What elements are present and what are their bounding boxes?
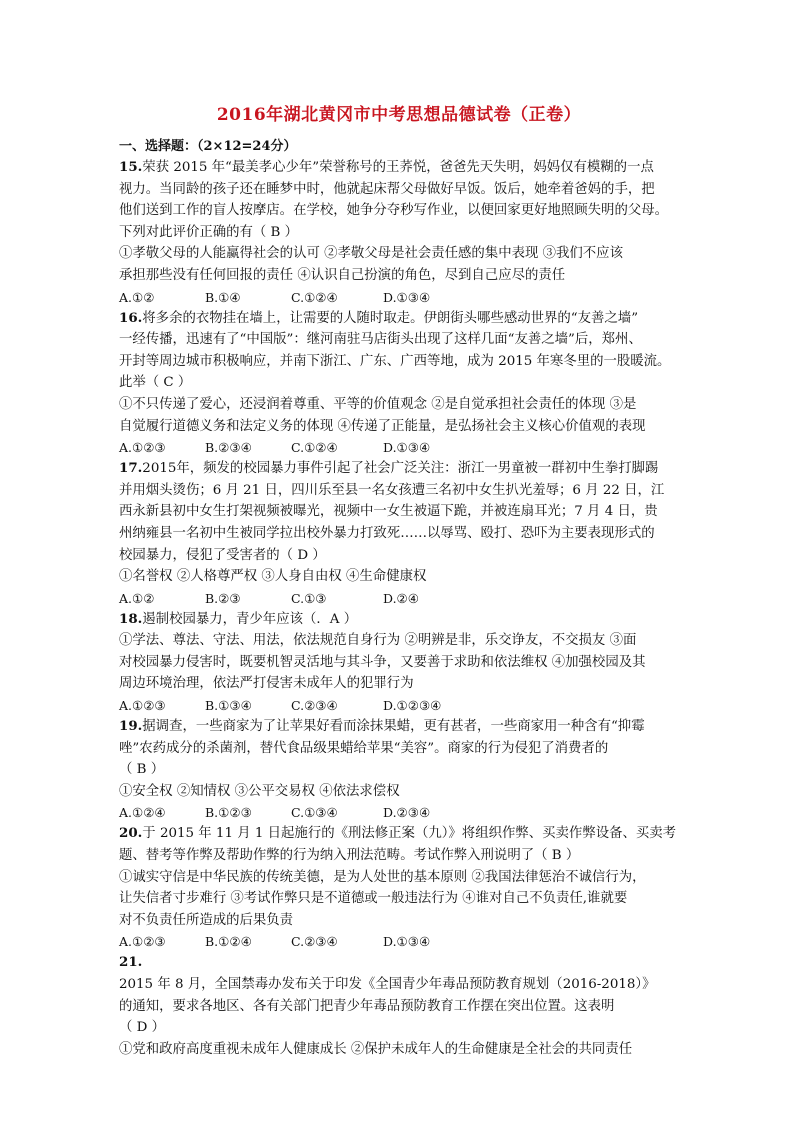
- answer-choice: B.①④: [205, 289, 241, 305]
- answer-choice: B.①②④: [205, 934, 252, 950]
- question-text: ①孝敬父母的人能赢得社会的认可 ②孝敬父母是社会责任感的集中表现 ③我们不应该: [119, 246, 623, 262]
- question-line: [119, 372, 679, 394]
- question-line: [119, 738, 679, 760]
- question-line: [119, 179, 679, 201]
- question-line: [119, 523, 679, 545]
- answer-choice: A.①②③: [119, 440, 166, 456]
- question-line: [119, 1017, 679, 1039]
- question-line: [119, 351, 679, 373]
- question-text: 此举（ C ）: [119, 375, 192, 391]
- question-line: [119, 1039, 679, 1061]
- answer-choice: B.①③④: [205, 698, 252, 714]
- question-16: [119, 308, 679, 459]
- question-line: [119, 888, 679, 910]
- question-text: ①名誉权 ②人格尊严权 ③人身自由权 ④生命健康权: [119, 569, 427, 585]
- question-21: [119, 952, 679, 1060]
- question-number: 15.: [119, 159, 143, 175]
- question-line: [119, 243, 679, 265]
- question-text: 他们送到工作的盲人按摩店。在学校，她争分夺秒写作业，以便回家更好地照顾失明的父母。: [119, 203, 669, 219]
- section-heading: 一、选择题：（2×12=24分）: [119, 139, 297, 154]
- question-text: ①不只传递了爱心，还浸润着尊重、平等的价值观念 ②是自觉承担社会责任的体现 ③是: [119, 396, 637, 412]
- exam-title: 2016年湖北黄冈市中考思想品德试卷（正卷）: [216, 105, 582, 125]
- question-text: 据调查，一些商家为了让苹果好看而涂抹果蜡，更有甚者，一些商家用一种含有“抑霉: [142, 719, 645, 735]
- answer-choices: [119, 931, 679, 952]
- question-line: [119, 716, 679, 738]
- question-text: 将多余的衣物挂在墙上，让需要的人随时取走。伊朗街头哪些感动世界的“友善之墙”: [142, 310, 639, 326]
- question-text: 的通知，要求各地区、各有关部门把青少年毒品预防教育工作摆在突出位置。这表明: [119, 998, 615, 1014]
- answer-choice: C.②③④: [291, 934, 338, 950]
- question-text: 对不负责任所造成的后果负责: [119, 912, 294, 928]
- question-line: [119, 823, 679, 845]
- question-text: ①诚实守信是中华民族的传统美德，是为人处世的基本原则 ②我国法律惩治不诚信行为，: [119, 869, 646, 885]
- question-line: [119, 545, 679, 567]
- answer-choices: [119, 287, 679, 308]
- answer-choice: A.①②: [119, 590, 155, 606]
- answer-choice: B.②③④: [205, 440, 252, 456]
- answer-choice: B.①②③: [205, 805, 252, 821]
- answer-choice: C.①③: [291, 590, 327, 606]
- question-text: 唑”农药成分的杀菌剂，替代食品级果蜡给苹果“美容”。商家的行为侵犯了消费者的: [119, 740, 609, 756]
- question-line: [119, 952, 679, 995]
- question-list: [119, 157, 679, 1060]
- question-line: [119, 458, 679, 480]
- question-line: [119, 200, 679, 222]
- answer-choice: C.①②④: [291, 289, 338, 305]
- question-line: [119, 501, 679, 523]
- answer-choice: D.①②③④: [383, 698, 442, 714]
- answer-choices: [119, 588, 679, 609]
- question-line: [119, 566, 679, 588]
- question-line: [119, 630, 679, 652]
- question-18: [119, 609, 679, 716]
- question-17: [119, 458, 679, 609]
- answer-choice: D.②④: [383, 590, 419, 606]
- question-line: [119, 996, 679, 1018]
- question-text: 西永新县初中女生打架视频被曝光，视频中一女生被逼下跪，并被连扇耳光；7 月 4 日，贵: [119, 504, 658, 520]
- answer-choices: [119, 695, 679, 716]
- question-text: 一经传播，迅速有了“中国版”：继河南驻马店街头出现了这样几面“友善之墙”后，郑州、: [119, 332, 642, 348]
- answer-choice: A.①②④: [119, 805, 166, 821]
- question-text: 周边环境治理，依法严打侵害未成年人的犯罪行为: [119, 676, 414, 692]
- answer-choice: C.①②④: [291, 440, 338, 456]
- question-number: 19.: [119, 718, 143, 735]
- question-line: [119, 781, 679, 803]
- question-text: 下列对此评价正确的有（ B ）: [119, 224, 299, 240]
- question-line: [119, 265, 679, 287]
- question-text: 州纳雍县一名初中生被同学拉出校外暴力打致死……以辱骂、殴打、恐吓为主要表现形式的: [119, 525, 655, 541]
- question-line: [119, 222, 679, 244]
- question-text: 于 2015 年 11 月 1 日起施行的《刑法修正案（九）》将组织作弊、买卖作弊设备、买卖考: [142, 826, 677, 842]
- answer-choice: D.②③④: [383, 805, 431, 821]
- answer-choice: A.①②③: [119, 698, 166, 714]
- question-line: [119, 910, 679, 932]
- question-text: 题、替考等作弊及帮助作弊的行为纳入刑法范畴。考试作弊入刑说明了（ B ）: [119, 848, 580, 864]
- question-line: [119, 652, 679, 674]
- question-line: [119, 329, 679, 351]
- question-text: 开封等周边城市积极响应，并南下浙江、广东、广西等地，成为 2015 年寒冬里的一股暖流。: [119, 353, 671, 369]
- question-number: 18.: [119, 610, 143, 627]
- question-text: （ D ）: [119, 1020, 166, 1036]
- answer-choice: D.①③④: [383, 934, 431, 950]
- question-text: 遏制校园暴力，青少年应该（．A ）: [142, 611, 358, 627]
- answer-choice: D.①③④: [383, 440, 431, 456]
- question-text: 校园暴力，侵犯了受害者的（ D ）: [119, 547, 326, 563]
- question-20: [119, 823, 679, 952]
- question-line: [119, 480, 679, 502]
- answer-choices: [119, 437, 679, 458]
- answer-choices: [119, 802, 679, 823]
- question-text: 视力。当同龄的孩子还在睡梦中时，他就起床帮父母做好早饭。饭后，她牵着爸妈的手，把: [119, 181, 655, 197]
- question-line: [119, 416, 679, 438]
- question-text: 对校园暴力侵害时，既要机智灵活地与其斗争，又要善于求助和依法维权 ④加强校园及其: [119, 654, 646, 670]
- question-number: 17.: [119, 460, 143, 477]
- question-text: ①学法、尊法、守法、用法，依法规范自身行为 ②明辨是非，乐交诤友，不交损友 ③面: [119, 633, 637, 649]
- question-line: [119, 609, 679, 631]
- question-text: ①安全权 ②知情权 ③公平交易权 ④依法求偿权: [119, 783, 400, 799]
- question-line: [119, 308, 679, 330]
- question-text: 荣获 2015 年“最美孝心少年”荣誉称号的王荞悦，爸爸先天失明，妈妈仅有模糊的一点: [142, 160, 654, 175]
- question-line: [119, 845, 679, 867]
- question-text: 承担那些没有任何回报的责任 ④认识自己扮演的角色，尽到自己应尽的责任: [119, 267, 566, 283]
- question-19: [119, 716, 679, 823]
- question-text: 2015年，频发的校园暴力事件引起了社会广泛关注：浙江一男童被一群初中生拳打脚踢: [142, 461, 659, 477]
- question-text: 2015 年 8 月，全国禁毒办发布关于印发《全国青少年毒品预防教育规划（2016-2018）》: [119, 977, 656, 992]
- question-number: 16.: [119, 309, 143, 326]
- question-line: [119, 759, 679, 781]
- question-text: （ B ）: [119, 762, 165, 778]
- question-number: 21.: [119, 954, 143, 971]
- question-text: ①党和政府高度重视未成年人健康成长 ②保护未成年人的生命健康是全社会的共同责任: [119, 1041, 633, 1057]
- question-line: [119, 867, 679, 889]
- answer-choice: C.②③④: [291, 698, 338, 714]
- question-line: [119, 394, 679, 416]
- question-number: 20.: [119, 825, 143, 842]
- question-text: 自觉履行道德义务和法定义务的体现 ④传递了正能量，是弘扬社会主义核心价值观的表现: [119, 418, 646, 434]
- answer-choice: A.①②: [119, 289, 155, 305]
- exam-page: [119, 104, 679, 1060]
- question-text: 并用烟头烫伤；6 月 21 日，四川乐至县一名女孩遭三名初中女生扒光羞辱；6 月 22 日，江: [119, 482, 665, 498]
- question-line: [119, 673, 679, 695]
- question-text: 让失信者寸步难行 ③考试作弊只是不道德或一般违法行为 ④谁对自己不负责任,谁就要: [119, 891, 628, 907]
- question-15: [119, 157, 679, 308]
- question-line: [119, 157, 679, 179]
- answer-choice: B.②③: [205, 590, 241, 606]
- answer-choice: C.①③④: [291, 805, 338, 821]
- answer-choice: A.①②③: [119, 934, 166, 950]
- answer-choice: D.①③④: [383, 289, 431, 305]
